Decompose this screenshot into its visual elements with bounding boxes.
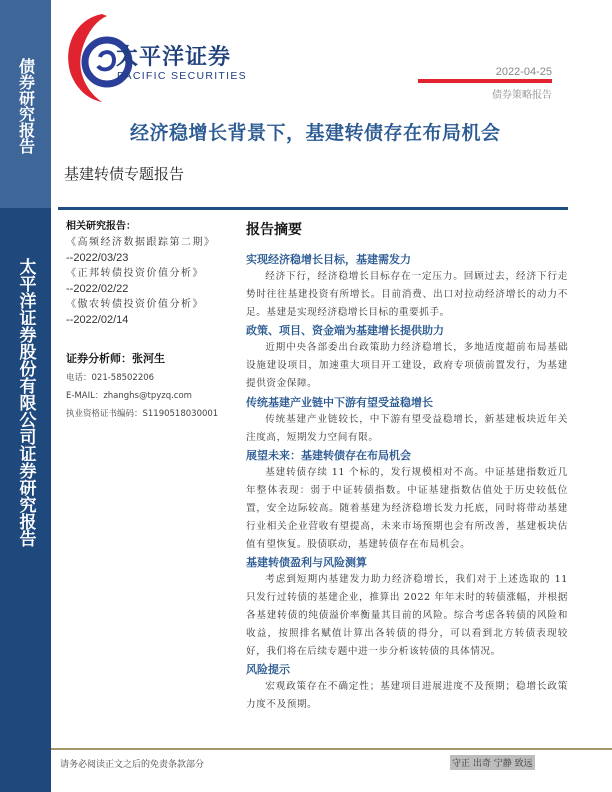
related-heading: 相关研究报告： — [66, 221, 136, 232]
section-body: 近期中央各部委出台政策助力经济稳增长，多地适度超前布局基础设施建设项目，加速重大项目开工建设，政府专项债前置发行，为基建提供资金保障。 — [246, 342, 568, 389]
related-report-date: --2022/02/14 — [66, 313, 129, 326]
related-report-title: 《正邦转债投资价值分析》 — [66, 268, 204, 279]
analyst-phone: 电话：021-58502206 — [66, 373, 155, 383]
divider — [58, 207, 568, 210]
related-report-date: --2022/03/23 — [66, 251, 129, 264]
section-body: 基建转债存续 11 个标的，发行规模相对不高。中证基建指数近几年整体表现：弱于中证转债指数。中证基建指数估值处于历史较低位置，安全边际较高。随着基建为经济稳增长发力托底，同时将带动基建行业相关企业营收有望提高，未来市场预期也会有所改善，基建板块估值有望恢复。股债联动，基建转债存在布局机会。 — [246, 467, 568, 550]
section-title: 基建转债盈利与风险测算 — [246, 556, 367, 570]
related-report-title: 《高频经济数据跟踪第二期》 — [66, 237, 216, 248]
section-body: 经济下行，经济稳增长目标存在一定压力。回顾过去，经济下行走势时往往基建投资有所增长。目前消费、出口对拉动经济增长的动力不足。基建是实现经济稳增长目标的重要抓手。 — [246, 271, 568, 318]
related-report-title: 《傲农转债投资价值分析》 — [66, 299, 204, 310]
analyst-heading: 证券分析师：张河生 — [66, 352, 165, 365]
logo-english-name: PACIFIC SECURITIES — [117, 70, 247, 82]
section-title: 政策、项目、资金端为基建增长提供助力 — [246, 324, 444, 338]
report-date: 2022-04-25 — [495, 66, 552, 78]
footer-disclaimer: 请务必阅读正文之后的免责条款部分 — [60, 760, 205, 770]
left-column — [66, 217, 241, 420]
summary-heading: 报告摘要 — [246, 222, 302, 238]
section-body: 考虑到短期内基建发力助力经济稳增长，我们对于上述选取的 11 只发行过转债的基建企业，推算出 2022 年年末时的转债涨幅，并根据各基建转债的纯债溢价率衡量其目前的风险。综合考虑各转债的风险和收益，按照排名赋值计算出各转债的得分，可以看到北方转债表现较好，我们将在后续专题中进一步分析该转债的具体情况。 — [246, 574, 568, 657]
section-body: 传统基建产业链较长，中下游有望受益稳增长，新基建板块近年关注度高，短期发力空间有限。 — [246, 413, 568, 443]
section-title: 传统基建产业链中下游有望受益稳增长 — [246, 395, 433, 409]
accent-bar — [418, 79, 552, 83]
page-title: 经济稳增长背景下，基建转债存在布局机会 — [130, 122, 501, 144]
section-body: 宏观政策存在不确定性；基建项目进展进度不及预期；稳增长政策力度不及预期。 — [246, 681, 568, 711]
analyst-email: E-MAIL：zhanghs@tpyzq.com — [66, 391, 192, 401]
section-title: 实现经济稳增长目标，基建需发力 — [246, 253, 411, 266]
summary-column — [246, 219, 568, 714]
footer-divider — [51, 748, 612, 750]
sidebar-bottom-label: 太平洋证券股份有限公司证券研究报告 — [15, 258, 36, 547]
report-type: 债券策略报告 — [492, 90, 552, 101]
footer-motto: 守正 出奇 宁静 致远 — [450, 755, 535, 770]
related-report-date: --2022/02/22 — [66, 282, 129, 295]
analyst-license: 执业资格证书编码：S1190518030001 — [66, 409, 219, 419]
section-title: 展望未来：基建转债存在布局机会 — [246, 449, 411, 463]
page-subtitle: 基建转债专题报告 — [64, 165, 185, 183]
sidebar-top-label: 债券研究报告 — [16, 58, 36, 154]
section-title: 风险提示 — [246, 663, 290, 677]
logo-chinese-name: 太平洋证券 — [116, 45, 232, 70]
